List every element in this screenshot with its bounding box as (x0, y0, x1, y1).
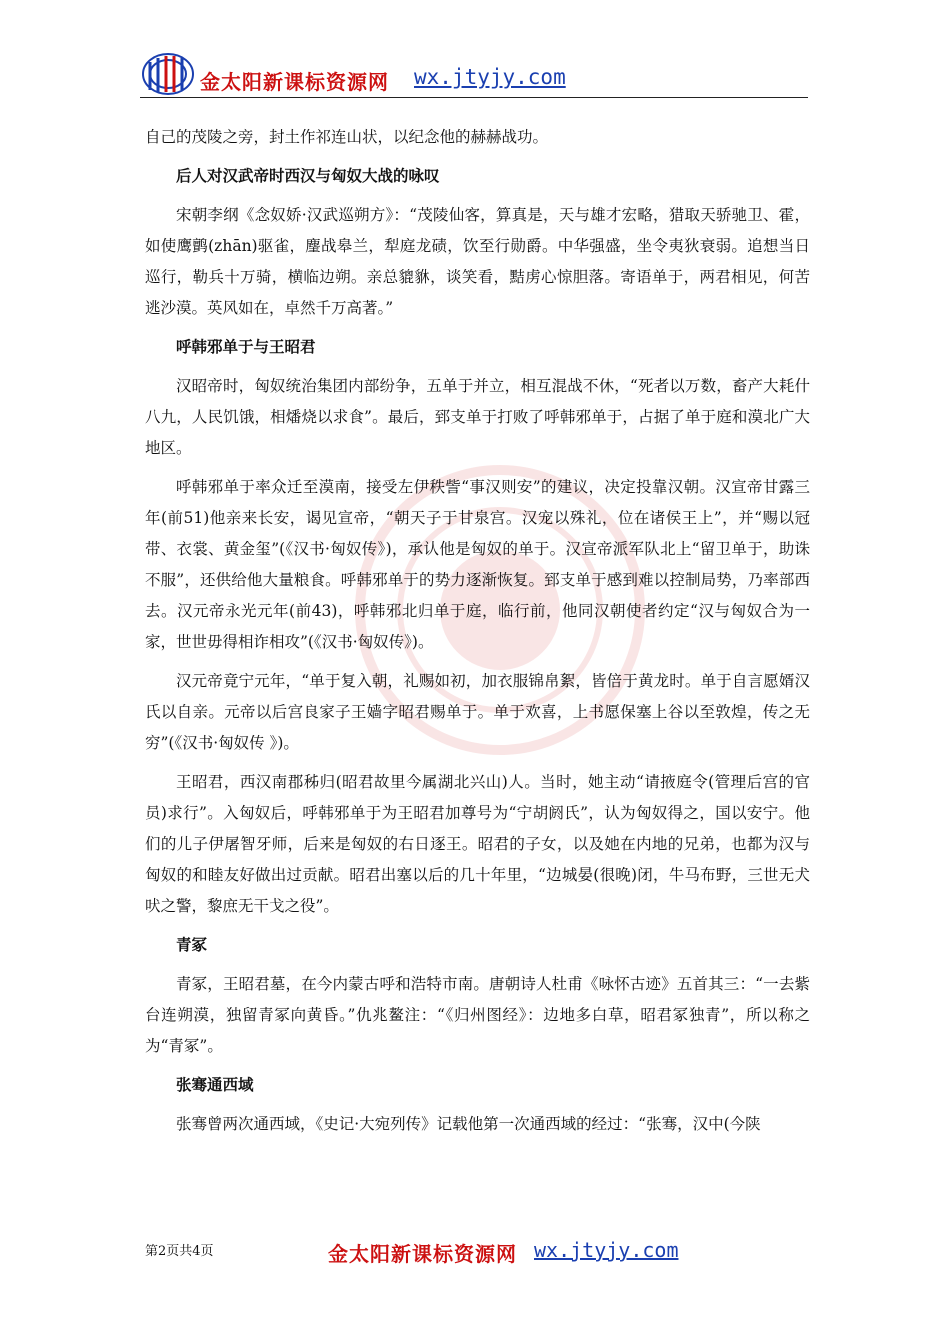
footer-url-link[interactable]: wx.jtyjy.com (534, 1238, 679, 1262)
article-body (145, 122, 810, 1140)
footer-brand: 金太阳新课标资源网 (328, 1242, 517, 1266)
page-number: 第2页共4页 (145, 1244, 214, 1259)
paragraph: 青冢，王昭君墓，在今内蒙古呼和浩特市南。唐朝诗人杜甫《咏怀古迹》五首其三：“一去紫台连朔漠，独留青冢向黄昏。”仇兆鳌注：“《归州图经》：边地多白草，昭君冢独青”，所以称之为“青冢”。 (145, 975, 810, 1055)
paragraph: 宋朝李纲《念奴娇·汉武巡朔方》：“茂陵仙客，算真是，天与雄才宏略，猎取天骄驰卫、霍，如使鹰鹯(zhān)驱雀，麈战皋兰，犁庭龙碛，饮至行勋爵。中华强盛，坐令夷狄衰弱。追想当日巡行，勒兵十万骑，横临边朔。亲总貔貅，谈笑看，黠虏心惊胆落。寄语单于，两君相见，何苦逃沙漠。英风如在，卓然千万高著。” (145, 206, 810, 317)
sun-rings-logo-icon (140, 48, 196, 98)
paragraph: 自己的茂陵之旁，封土作祁连山状，以纪念他的赫赫战功。 (145, 128, 549, 146)
paragraph: 张骞曾两次通西域，《史记·大宛列传》记载他第一次通西域的经过：“张骞，汉中(今陕 (176, 1115, 761, 1133)
page-header (140, 48, 808, 100)
paragraph: 王昭君，西汉南郡秭归(昭君故里今属湖北兴山)人。当时，她主动“请掖庭令(管理后宫的官员)求行”。入匈奴后，呼韩邪单于为王昭君加尊号为“宁胡阏氏”，认为匈奴得之，国以安宁。他们的儿子伊屠智牙师，后来是匈奴的右日逐王。昭君的子女，以及她在内地的兄弟，也都为汉与匈奴的和睦友好做出过贡献。昭君出塞以后的几十年里，“边城晏(很晚)闭，牛马布野，三世无犬吠之警，黎庶无干戈之役”。 (145, 773, 810, 915)
section-heading: 呼韩邪单于与王昭君 (176, 338, 316, 356)
section-heading: 青冢 (176, 936, 208, 954)
section-heading: 张骞通西域 (176, 1076, 254, 1094)
paragraph: 汉元帝竟宁元年，“单于复入朝，礼赐如初，加衣服锦帛絮，皆倍于黄龙时。单于自言愿婿汉氏以自亲。元帝以后宫良家子王嫱字昭君赐单于。单于欢喜，上书愿保塞上谷以至敦煌，传之无穷”(《汉书·匈奴传 》)。 (145, 672, 810, 752)
header-rule (140, 97, 808, 98)
header-brand: 金太阳新课标资源网 (200, 70, 389, 94)
paragraph: 汉昭帝时，匈奴统治集团内部纷争，五单于并立，相互混战不休，“死者以万数，畜产大耗什八九，人民饥饿，相燔烧以求食”。最后，郅支单于打败了呼韩邪单于，占据了单于庭和漠北广大地区。 (145, 377, 810, 457)
section-heading: 后人对汉武帝时西汉与匈奴大战的咏叹 (176, 167, 440, 185)
header-url-link[interactable]: wx.jtyjy.com (414, 65, 566, 89)
paragraph: 呼韩邪单于率众迁至漠南，接受左伊秩訾“事汉则安”的建议，决定投靠汉朝。汉宣帝甘露三年(前51)他亲来长安，谒见宣帝，“朝天子于甘泉宫。汉宠以殊礼，位在诸侯王上”，并“赐以冠带、衣裳、黄金玺”(《汉书·匈奴传》)，承认他是匈奴的单于。汉宣帝派军队北上“留卫单于，助诛不服”，还供给他大量粮食。呼韩邪单于的势力逐渐恢复。郅支单于感到难以控制局势，乃率部西去。汉元帝永光元年(前43)，呼韩邪北归单于庭，临行前，他同汉朝使者约定“汉与匈奴合为一家，世世毋得相诈相攻”(《汉书·匈奴传》)。 (145, 478, 810, 651)
